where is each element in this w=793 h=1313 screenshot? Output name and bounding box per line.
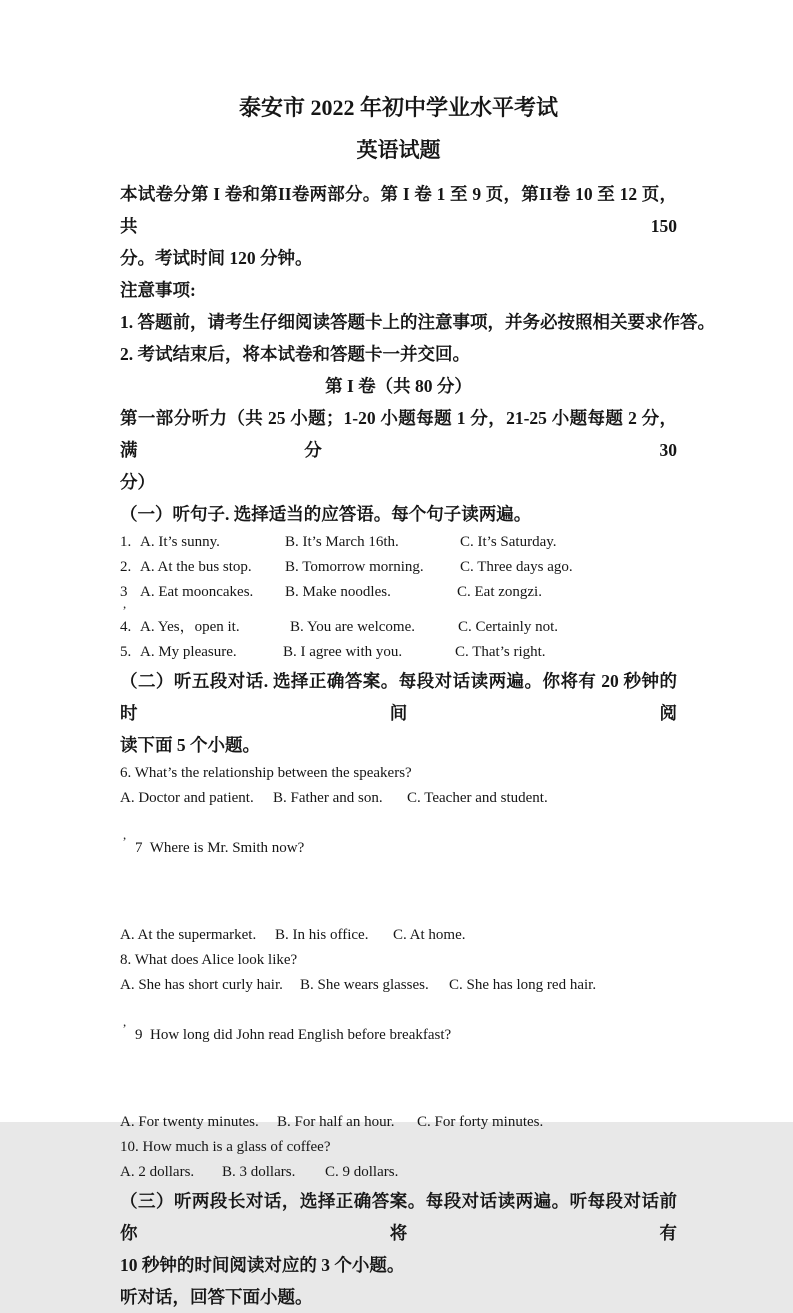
question-number: 2. [120, 559, 132, 575]
notes-heading: 注意事项: [120, 280, 196, 300]
option-b: B. It’s March 16th. [285, 534, 399, 550]
option-b: B. 3 dollars. [222, 1164, 296, 1180]
option-b: B. She wears glasses. [300, 977, 429, 993]
question-number: 3 [120, 584, 128, 600]
stray-comma-mark: , [123, 827, 127, 842]
option-c: C. She has long red hair. [449, 977, 597, 993]
question-9-options [120, 1110, 677, 1135]
note-item-2: 2. 考试结束后，将本试卷和答题卡一并交回。 [120, 344, 470, 364]
question-8-options [120, 973, 677, 998]
question-number: 4. [120, 619, 132, 635]
question-7-stem [120, 811, 677, 911]
option-a: A. For twenty minutes. [120, 1114, 259, 1130]
option-b: B. For half an hour. [277, 1114, 395, 1130]
question-9-text: 9 How long did John read English before breakfast? [135, 1027, 452, 1043]
volume1-heading: 第 I 卷（共 80 分） [325, 376, 472, 396]
option-c: C. Three days ago. [460, 559, 573, 575]
option-b: B. You are welcome. [290, 619, 415, 635]
option-c: C. At home. [393, 927, 466, 943]
option-a: A. It’s sunny. [140, 534, 220, 550]
option-a: A. Doctor and patient. [120, 790, 254, 806]
option-c: C. For forty minutes. [417, 1114, 544, 1130]
exam-title: 泰安市 2022 年初中学业水平考试 [238, 95, 558, 120]
stray-comma-mark: , [123, 596, 127, 611]
question-6-options [120, 786, 677, 811]
option-a: A. My pleasure. [140, 644, 237, 660]
listening-question-3 [120, 580, 677, 611]
option-a: A. She has short curly hair. [120, 977, 283, 993]
question-9-stem [120, 998, 677, 1098]
section3-heading-line-1: （三）听两段长对话，选择正确答案。每段对话读两遍。听每段对话前你将有 [120, 1191, 677, 1243]
listening-question-4 [120, 615, 677, 640]
question-number: 1. [120, 534, 132, 550]
part1-heading-line-2: 分） [120, 472, 155, 492]
section2-heading-line-1: （二）听五段对话. 选择正确答案。每段对话读两遍。你将有 20 秒钟的时间阅 [120, 671, 677, 723]
option-c: C. Teacher and student. [407, 790, 548, 806]
option-b: B. Father and son. [273, 790, 383, 806]
section1-heading: （一）听句子. 选择适当的应答语。每个句子读两遍。 [120, 504, 532, 524]
option-c: C. That’s right. [455, 644, 546, 660]
part1-heading-line-1: 第一部分听力（共 25 小题；1-20 小题每题 1 分，21-25 小题每题 2 分，满分 30 [120, 408, 677, 460]
section3-heading-line-2: 10 秒钟的时间阅读对应的 3 个小题。 [120, 1255, 405, 1275]
question-8-stem: 8. What does Alice look like? [120, 952, 298, 968]
exam-subtitle: 英语试题 [356, 138, 441, 162]
option-a: A. Yes，open it. [140, 619, 240, 635]
option-c: C. Certainly not. [458, 619, 558, 635]
question-10-options [120, 1160, 677, 1185]
question-7-options [120, 923, 677, 948]
listening-question-1 [120, 530, 677, 555]
section2-heading-line-2: 读下面 5 个小题。 [120, 735, 260, 755]
question-number: 5. [120, 644, 132, 660]
option-c: C. It’s Saturday. [460, 534, 557, 550]
option-b: B. Tomorrow morning. [285, 559, 424, 575]
option-a: A. Eat mooncakes. [140, 584, 254, 600]
question-6-stem: 6. What’s the relationship between the speakers? [120, 765, 412, 781]
option-a: A. At the bus stop. [140, 559, 252, 575]
option-a: A. 2 dollars. [120, 1164, 195, 1180]
option-a: A. At the supermarket. [120, 927, 257, 943]
note-item-1: 1. 答题前，请考生仔细阅读答题卡上的注意事项，并务必按照相关要求作答。 [120, 312, 715, 332]
intro-line-1: 本试卷分第 I 卷和第II卷两部分。第 I 卷 1 至 9 页，第II卷 10 至 12 页，共 150 [120, 184, 677, 236]
option-c: C. Eat zongzi. [457, 584, 542, 600]
option-b: B. Make noodles. [285, 584, 391, 600]
option-b: B. I agree with you. [283, 644, 403, 660]
intro-line-2: 分。考试时间 120 分钟。 [120, 248, 313, 268]
stray-comma-mark: , [123, 1014, 127, 1029]
listening-question-5 [120, 640, 677, 665]
question-10-stem: 10. How much is a glass of coffee? [120, 1139, 331, 1155]
option-c: C. 9 dollars. [325, 1164, 399, 1180]
option-b: B. In his office. [275, 927, 369, 943]
listening-question-2 [120, 555, 677, 580]
question-7-text: 7 Where is Mr. Smith now? [135, 840, 305, 856]
listen-dialog-prompt: 听对话，回答下面小题。 [120, 1287, 313, 1307]
